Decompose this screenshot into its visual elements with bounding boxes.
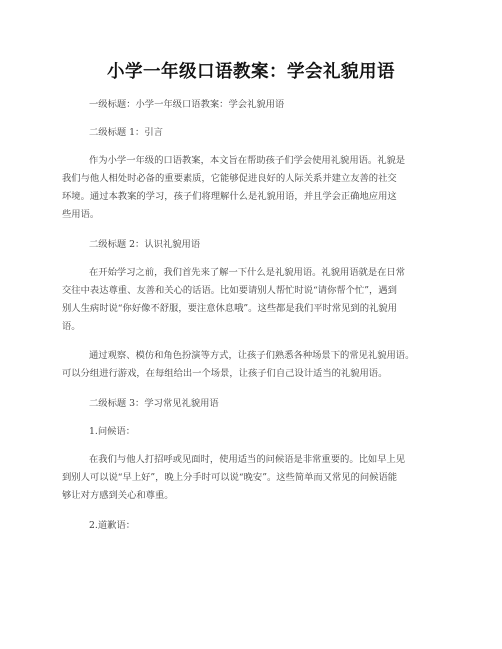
text-line: 2.道歉语： [89,520,136,531]
heading-intro [89,124,467,142]
paragraph-recognize [62,264,440,336]
text-line: 够让对方感到关心和尊重。 [62,490,174,501]
text-line: 在开始学习之前，我们首先来了解一下什么是礼貌用语。礼貌用语就是在日常 [89,267,406,278]
text-line: 作为小学一年级的口语教案，本文旨在帮助孩子们学会使用礼貌用语。礼貌是 [89,155,406,166]
text-line: 二级标题 3：学习常见礼貌用语 [89,398,219,409]
text-line: 可以分组进行游戏，在每组给出一个场景，让孩子们自己设计适当的礼貌用语。 [62,368,388,379]
heading-level1 [89,96,467,114]
paragraph-activities [62,347,440,383]
paragraph-intro [62,152,440,224]
heading-recognize [89,236,467,254]
text-line: 一级标题：小学一年级口语教案：学会礼貌用语 [89,99,285,110]
text-line: 在我们与他人打招呼或见面时，使用适当的问候语是非常重要的。比如早上见 [89,454,406,465]
text-line: 语。 [62,321,81,332]
text-line: 通过观察、模仿和角色扮演等方式，让孩子们熟悉各种场景下的常见礼貌用语。 [89,350,415,361]
text-line: 别人生病时说“你好像不舒服，要注意休息哦”。这些都是我们平时常见到的礼貌用 [62,303,397,314]
text-line: 二级标题 1：引言 [89,127,163,138]
paragraph-greetings [62,451,440,505]
list-item-apology [89,517,467,535]
text-line: 环境。通过本教案的学习，孩子们将理解什么是礼貌用语，并且学会正确地应用这 [62,191,397,202]
heading-common [89,395,467,413]
text-line: 我们与他人相处时必备的重要素质，它能够促进良好的人际关系并建立友善的社交 [62,173,397,184]
text-line: 些用语。 [62,209,100,220]
text-line: 交往中表达尊重、友善和关心的话语。比如要请别人帮忙时说“请你帮个忙”，遇到 [62,285,397,296]
text-line: 1.问候语： [89,426,136,437]
text-line: 二级标题 2：认识礼貌用语 [89,239,201,250]
list-item-greetings [89,423,467,441]
text-line: 到别人可以说“早上好”，晚上分手时可以说“晚安”。这些简单而又常见的问候语能 [62,472,398,483]
document-title: 小学一年级口语教案：学会礼貌用语 [107,62,395,82]
